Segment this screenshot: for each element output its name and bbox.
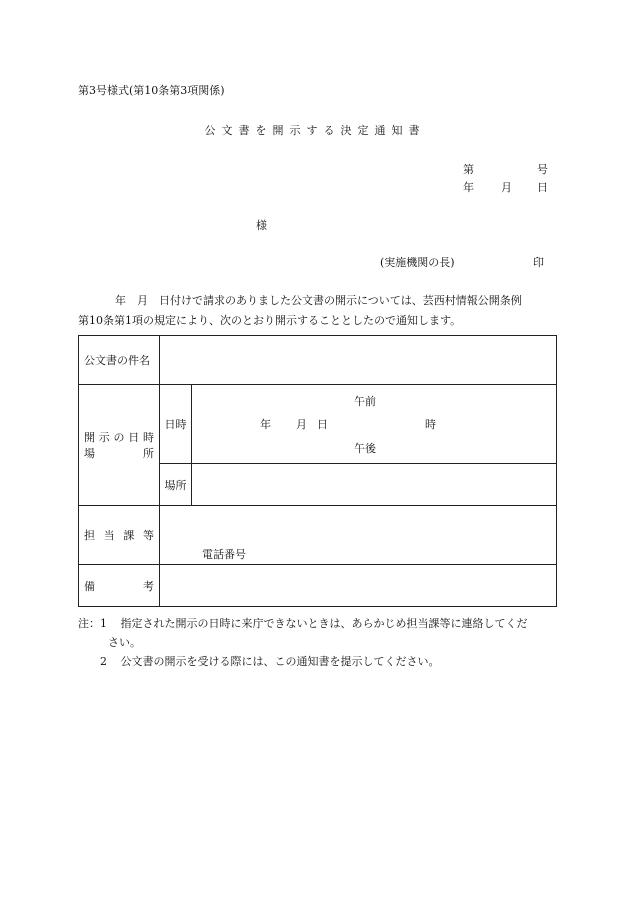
month-label: 月: [296, 418, 307, 431]
year-label: 年: [260, 418, 271, 431]
note-2-text: 公文書の開示を受ける際には、この通知書を提示してください。: [120, 655, 440, 668]
note-2: [78, 652, 558, 671]
pm-label: 午後: [354, 442, 376, 455]
note-1: [78, 614, 558, 633]
disclosure-label-line1: 開示の日時: [84, 431, 154, 444]
body-text-line1: 年 月 日付けで請求のありました公文書の開示については、芸西村情報公開条例: [115, 294, 522, 307]
table-row-datetime: [79, 385, 557, 464]
form-number: 第3号様式(第10条第3項関係): [78, 84, 225, 97]
seal-mark: 印: [533, 256, 544, 269]
table-row-subject: [79, 336, 557, 385]
day-label: 日: [317, 418, 328, 431]
contact-value[interactable]: [160, 506, 557, 565]
remarks-value[interactable]: [160, 565, 557, 607]
date-day: 日: [537, 181, 548, 194]
note-2-number: 2: [100, 655, 107, 668]
table-row-contact: [79, 506, 557, 565]
issuer-title: (実施機関の長): [380, 256, 455, 269]
note-prefix: 注：1: [78, 617, 107, 630]
contact-label: 担当課等: [79, 506, 160, 565]
disclosure-label-line2: 場所: [84, 447, 154, 460]
date-month: 月: [501, 181, 512, 194]
note-1-line2: さい。: [108, 636, 141, 649]
datetime-value[interactable]: [192, 385, 557, 464]
subject-label: 公文書の件名: [79, 336, 160, 385]
remarks-label: 備考: [79, 565, 160, 607]
doc-number-suffix: 号: [537, 163, 548, 176]
addressee-suffix: 様: [256, 219, 267, 232]
note-1-line1: 指定された開示の日時に来庁できないときは、あらかじめ担当課等に連絡してくだ: [120, 617, 528, 630]
date-year: 年: [463, 181, 474, 194]
datetime-label: 日時: [160, 385, 192, 464]
disclosure-info-table: [78, 335, 557, 607]
notes-section: [78, 614, 558, 671]
table-row-remarks: [79, 565, 557, 607]
hour-label: 時: [425, 418, 436, 431]
document-title: 公文書を開示する決定通知書: [204, 124, 426, 137]
phone-label: 電話番号: [202, 548, 246, 561]
body-text-line2: 第10条第1項の規定により、次のとおり開示することとしたので通知します。: [78, 314, 462, 327]
place-value[interactable]: [192, 464, 557, 506]
disclosure-label: [79, 385, 160, 506]
am-label: 午前: [354, 395, 376, 408]
subject-value[interactable]: [160, 336, 557, 385]
doc-number-prefix: 第: [463, 163, 474, 176]
place-label: 場所: [160, 464, 192, 506]
